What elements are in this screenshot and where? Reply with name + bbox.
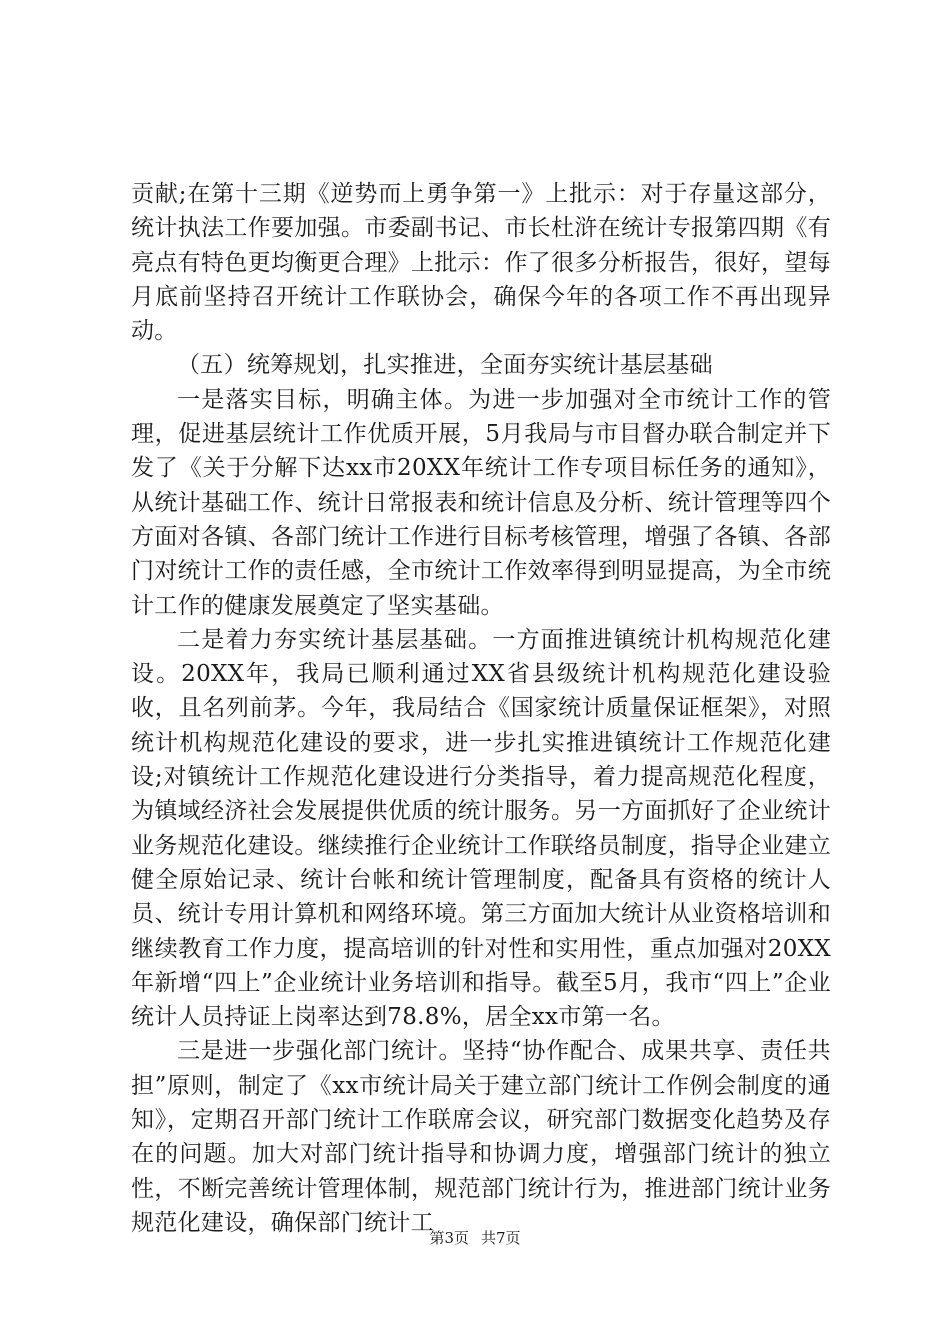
paragraph-goals: 一是落实目标，明确主体。为进一步加强对全市统计工作的管理，促进基层统计工作优质开展，5月我局与市目督办联合制定并下发了《关于分解下达xx市20XX年统计工作专项目标任务的通知》，从统计基础工作、统计日常报表和统计信息及分析、统计管理等四个方面对各镇、各部门统计工作进行目标考核管理，增强了各镇、各部门对统计工作的责任感，全市统计工作效率得到明显提高，为全市统计工作的健康发展奠定了坚实基础。 (131, 386, 831, 619)
paragraph-grassroots: 二是着力夯实统计基层基础。一方面推进镇统计机构规范化建设。20XX年，我局已顺利通过XX省县级统计机构规范化建设验收，且名列前茅。今年，我局结合《国家统计质量保证框架》，对照统计机构规范化建设的要求，进一步扎实推进镇统计工作规范化建设;对镇统计工作规范化建设进行分类指导，着力提高规范化程度，为镇域经济社会发展提供优质的统计服务。另一方面抓好了企业统计业务规范化建设。继续推行企业统计工作联络员制度，指导企业建立健全原始记录、统计台帐和统计管理制度，配备具有资格的统计人员、统计专用计算机和网络环境。第三方面加大统计从业资格培训和继续教育工作力度，提高培训的针对性和实用性，重点加强对20XX年新增“四上”企业统计业务培训和指导。截至5月，我市“四上”企业统计人员持证上岗率达到78.8%，居全xx市第一名。 (131, 626, 831, 1031)
page-footer (0, 1228, 950, 1248)
paragraph-departments: 三是进一步强化部门统计。坚持“协作配合、成果共享、责任共担”原则，制定了《xx市统计局关于建立部门统计工作例会制度的通知》，定期召开部门统计工作联席会议，研究部门数据变化趋势及存在的问题。加大对部门统计指导和协调力度，增强部门统计的独立性，不断完善统计管理体制，规范部门统计行为，推进部门统计业务规范化建设，确保部门统计工 (131, 1038, 831, 1236)
page-number: 第3页 (429, 1229, 469, 1247)
page-total: 共7页 (481, 1229, 521, 1247)
section-heading: （五）统筹规划，扎实推进，全面夯实统计基层基础 (177, 352, 713, 379)
document-body (131, 177, 831, 1240)
paragraph-continuation: 贡献;在第十三期《逆势而上勇争第一》上批示：对于存量这部分，统计执法工作要加强。市委副书记、市长杜浒在统计专报第四期《有亮点有特色更均衡更合理》上批示：作了很多分析报告，很好，望每月底前坚持召开统计工作联协会，确保今年的各项工作不再出现异动。 (131, 181, 831, 345)
